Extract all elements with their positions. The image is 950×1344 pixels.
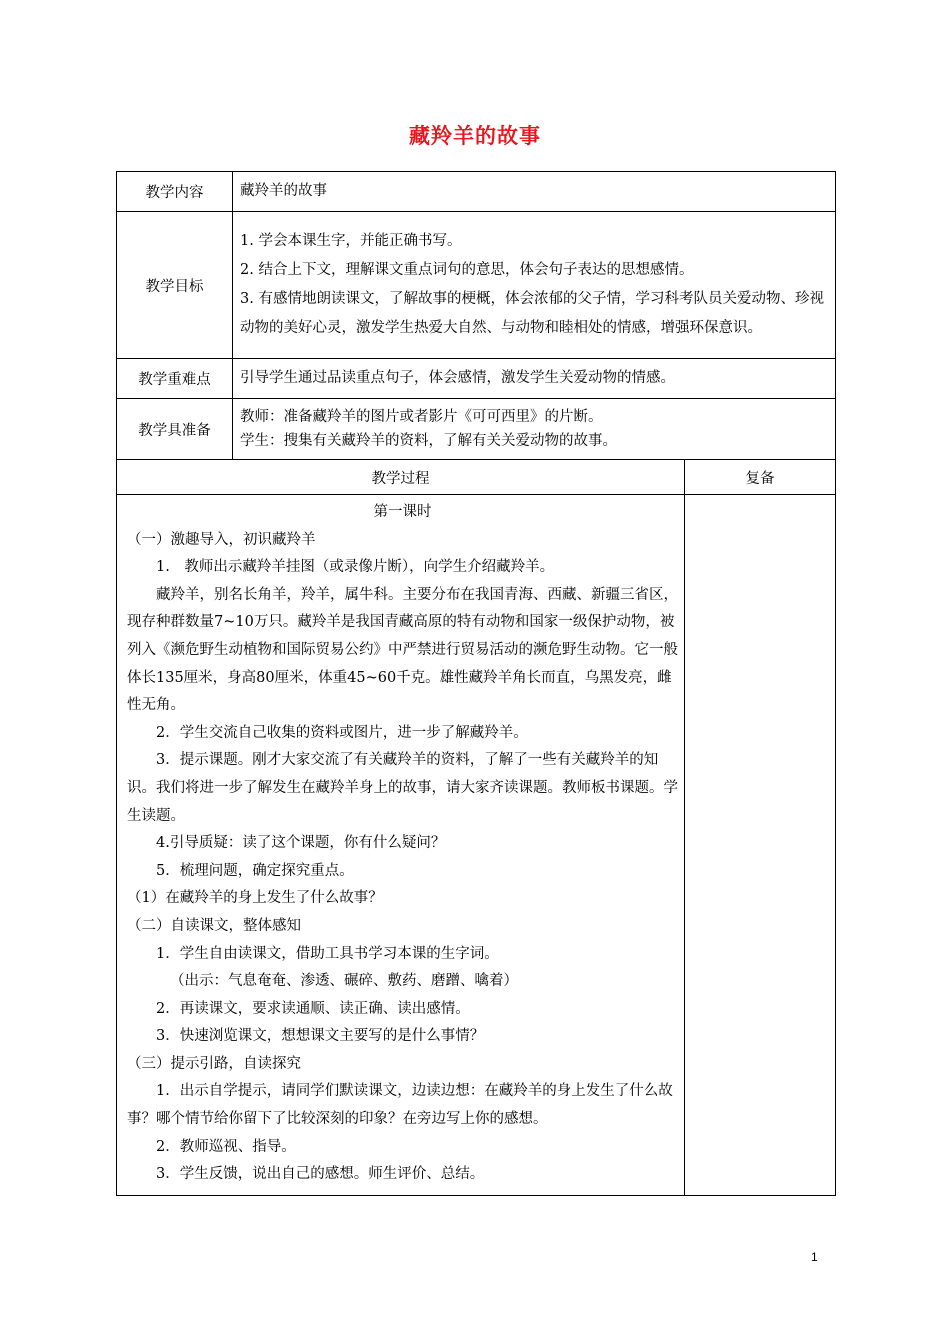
process-line: 3．提示课题。刚才大家交流了有关藏羚羊的资料，了解了一些有关藏羚羊的知识。我们将进一步了解发生在藏羚羊身上的故事，请大家齐读课题。教师板书课题。学生读题。	[127, 752, 678, 824]
goal-item: 1. 学会本课生字，并能正确书写。	[240, 233, 462, 249]
process-line: 5．梳理问题，确定探究重点。	[156, 862, 354, 879]
process-content	[117, 495, 685, 1196]
process-line: 3．学生反馈，说出自己的感想。师生评价、总结。	[156, 1166, 485, 1183]
process-line: 2．学生交流自己收集的资料或图片，进一步了解藏羚羊。	[156, 724, 528, 741]
label-key-points: 教学重难点	[117, 359, 233, 399]
process-line: 2．教师巡视、指导。	[156, 1138, 296, 1155]
value-preparation	[233, 399, 836, 460]
row-teaching-content	[117, 172, 836, 212]
goal-item: 3. 有感情地朗读课文，了解故事的梗概，体会浓郁的父子情，学习科考队员关爱动物、珍视动物的美好心灵，激发学生热爱大自然、与动物和睦相处的情感，增强环保意识。	[240, 291, 824, 336]
process-line: （1）在藏羚羊的身上发生了什么故事？	[127, 890, 383, 907]
process-line: （出示：气息奄奄、渗透、碾碎、敷药、磨蹭、噙着）	[170, 973, 518, 990]
process-line: （三）提示引路，自读探究	[127, 1055, 301, 1072]
process-line: 3．快速浏览课文，想想课文主要写的是什么事情？	[156, 1028, 485, 1045]
label-teaching-goals: 教学目标	[117, 212, 233, 359]
page-number: 1	[811, 1250, 818, 1264]
label-preparation: 教学具准备	[117, 399, 233, 460]
row-process-header	[117, 460, 836, 495]
header-teaching-process: 教学过程	[117, 460, 685, 495]
prep-item: 学生：搜集有关藏羚羊的资料，了解有关关爱动物的故事。	[240, 433, 617, 449]
label-teaching-content: 教学内容	[117, 172, 233, 212]
row-key-points	[117, 359, 836, 399]
lesson-plan-table	[116, 171, 836, 1196]
process-line: 1. 教师出示藏羚羊挂图（或录像片断），向学生介绍藏羚羊。	[156, 559, 555, 576]
notes-column	[685, 495, 836, 1196]
process-line: （二）自读课文，整体感知	[127, 917, 301, 934]
value-teaching-content: 藏羚羊的故事	[233, 172, 836, 212]
goal-item: 2. 结合上下文，理解课文重点词句的意思，体会句子表达的思想感情。	[240, 262, 694, 278]
process-line: （一）激趣导入，初识藏羚羊	[127, 531, 316, 548]
value-teaching-goals	[233, 212, 836, 359]
lesson-heading: 第一课时	[373, 504, 432, 520]
row-process-body	[117, 495, 836, 1196]
header-notes: 复备	[685, 460, 836, 495]
value-key-points: 引导学生通过品读重点句子，体会感情，激发学生关爱动物的情感。	[233, 359, 836, 399]
process-line: 4.引导质疑：读了这个课题，你有什么疑问？	[156, 835, 446, 852]
document-title: 藏羚羊的故事	[409, 123, 541, 148]
process-line: 1．出示自学提示，请同学们默读课文，边读边想：在藏羚羊的身上发生了什么故事？哪个情节给你留下了比较深刻的印象？在旁边写上你的感想。	[127, 1083, 673, 1128]
row-teaching-goals	[117, 212, 836, 359]
process-line: 藏羚羊，别名长角羊，羚羊，属牛科。主要分布在我国青海、西藏、新疆三省区，现存种群数量7~10万只。藏羚羊是我国青藏高原的特有动物和国家一级保护动物，被列入《濒危野生动植物和国际贸易公约》中严禁进行贸易活动的濒危野生动物。它一般体长135厘米，身高80厘米，体重45~60千克。雄性藏羚羊角长而直，乌黑发亮，雌性无角。	[127, 586, 678, 714]
prep-item: 教师：准备藏羚羊的图片或者影片《可可西里》的片断。	[240, 409, 603, 425]
row-preparation	[117, 399, 836, 460]
process-line: 2．再读课文，要求读通顺、读正确、读出感情。	[156, 1000, 470, 1017]
process-line: 1．学生自由读课文，借助工具书学习本课的生字词。	[156, 945, 499, 962]
